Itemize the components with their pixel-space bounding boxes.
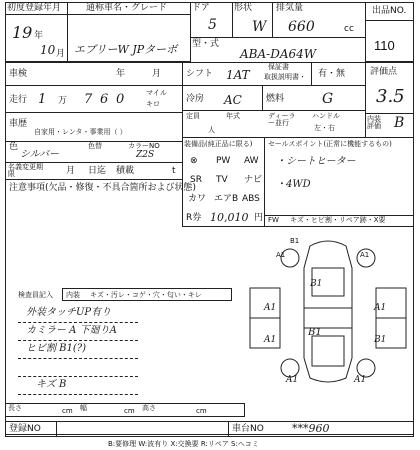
inspector-options: キズ・汚レ・コゲ・穴・匂い・キレ [90,291,202,299]
fuel-divider [262,85,263,111]
month-unit: 月 [56,49,66,59]
year-model-label: 年式 [226,112,240,120]
fuel-label: 燃料 [266,94,285,104]
displacement-label: 排気量 [276,3,304,13]
damage-mark-5: B1 [308,327,322,338]
history-row [5,112,183,142]
height-label: 高さ [142,404,156,412]
type-value: ABA-DA64W [240,47,317,61]
fuel-value: G [322,91,334,107]
inspector-rule-2 [18,340,138,341]
footer-legend: B:要修理 W:波有り X:交換要 R:リペア S:ヘコミ [108,440,259,448]
height-cm: cm [196,407,207,415]
equip-sr: SR [190,175,202,185]
damage-mark-7: A1 [374,303,387,313]
history-options: 自家用・レンタ・事業用（ ） [34,128,127,136]
car-diagram [240,228,415,403]
color-label: 色 [9,142,19,152]
lot-divider [365,20,414,21]
sales-label: セールスポイント(正常に機能するもの) [268,140,392,148]
shaken-month: 月 [152,69,162,79]
sales-line-1: ・シートヒーター [276,156,356,167]
equip-leather: カワ [188,194,207,204]
displacement-unit: cc [344,24,354,34]
model-divider [67,14,191,15]
shaken-year: 年 [116,69,126,79]
reg-row [5,421,414,437]
equip-tv: TV [216,175,228,185]
inspector-line-4: キズ B [36,379,67,390]
name-change-month: 月 [66,166,76,176]
frame-no-value: ***960 [292,422,330,435]
frame-divider [228,421,229,437]
first-reg-label: 初度登録年月 [7,3,62,13]
inspector-options-box [62,288,232,301]
name-change-label: 名義変更期限 [8,163,43,178]
inspector-line-1: 外装タッチUP有り [26,307,112,318]
length-label: 長さ [8,404,22,412]
check-options: キズ・ヒビ割・リペア跡・X要 [290,216,386,224]
mileage-label: 走行 [9,95,28,105]
dealer-label: ディーラー並行 [268,112,296,127]
inspector-line-2: カミラー A 下廻りA [26,325,117,336]
shape-divider [232,2,233,38]
warranty-sub: 取扱説明書・ [264,73,306,81]
inspector-rule-1 [18,322,138,323]
shift-label: シフト [186,69,214,79]
fw-label: FW [268,216,279,224]
damage-mark-10: A1 [286,375,299,385]
shape-label: 形状 [234,3,253,13]
reg-no-label: 登録NO [9,424,41,434]
mileage-digit-0: 1 [38,92,47,107]
loading-unit: t [172,166,176,176]
shaken-label: 車検 [9,69,28,79]
inspector-line-3: ヒビ割 B1(?) [26,343,87,354]
year-unit: 年 [34,31,44,41]
r-value: 10,010 [210,211,249,224]
handle-options: 左・右 [314,124,335,132]
inspector-label: 検査員記入 [18,291,53,299]
equipment-label: 装備品(純正品に限る) [184,140,253,148]
damage-mark-2: A1 [276,251,286,259]
color-sub-label: 色替 [88,142,102,150]
history-label: 車歴 [9,119,28,129]
damage-mark-6: A1 [264,303,277,313]
width-label: 幅 [80,404,87,412]
score-label: 評価点 [370,67,398,77]
lot-value: 110 [374,38,395,53]
damage-mark-9: B1 [374,335,387,345]
notes-label: 注意事項(欠品・修復・不具合箇所および状態) [9,183,197,193]
first-reg-year: 19 [12,23,33,42]
first-reg-divider [5,14,68,15]
door-label: ドア [192,3,210,13]
inspector-interior: 内装 [66,291,80,299]
frame-no-label: 車台NO [232,424,264,434]
name-change-day: 日迄 [88,166,107,176]
mileage-digit-4: 0 [116,92,125,107]
mileage-man: 万 [58,96,68,106]
sales-line-2: ・4WD [276,179,311,190]
reg-divider [56,421,57,437]
interior-value: B [394,115,405,131]
ac-value: AC [224,93,242,107]
type-label: 型・式 [192,39,220,49]
equip-r1c2: PW [216,156,231,166]
interior-label: 内装評価 [367,115,381,130]
damage-mark-4: B1 [310,279,323,289]
damage-mark-1: B1 [290,237,300,245]
inspector-rule-5 [18,394,138,395]
shape-value: W [252,19,267,35]
width-cm: cm [124,407,135,415]
shift-value: 1AT [226,68,250,82]
mileage-unit-km: キロ [146,100,160,108]
displacement-value: 660 [288,19,315,35]
length-cm: cm [62,407,73,415]
ac-label: 冷房 [186,94,205,104]
equip-navi: ナビ [244,175,263,185]
disp-divider [272,2,273,38]
warranty-label: 保証書 [268,63,289,71]
handle-label: ハンドル [312,112,340,120]
equip-r1c3: AW [244,156,259,166]
mileage-digit-3: 6 [100,92,109,107]
color-no-label: カラーNO [128,142,160,150]
warranty-options: 有・無 [318,69,346,79]
model-label: 通称車名・グレード [86,3,168,13]
lot-label: 出品NO. [372,6,407,16]
capacity-unit: 人 [208,126,215,134]
score-value: 3.5 [376,86,405,107]
r-unit: 円 [254,213,264,223]
inspector-rule-4 [18,376,138,377]
model-value: エブリーW JPターボ [74,43,178,56]
damage-mark-3: A1 [360,251,370,259]
loading-label: 積載 [116,166,135,176]
mileage-unit-mile: マイル [146,89,167,97]
equip-airbag: エアB [214,194,239,204]
equip-abs: ABS [242,194,260,204]
damage-mark-8: A1 [264,335,277,345]
first-reg-month: 10 [40,43,56,57]
r-label: R券 [186,213,202,223]
color-value: シルバー [20,149,60,160]
equip-r1c1: ⊗ [190,156,198,166]
capacity-label: 定員 [186,112,200,120]
damage-mark-11: A1 [354,375,367,385]
inspector-rule-3 [18,358,138,359]
color-no-value: Z2S [136,150,155,160]
mileage-digit-2: 7 [84,92,93,107]
door-value: 5 [208,17,217,33]
